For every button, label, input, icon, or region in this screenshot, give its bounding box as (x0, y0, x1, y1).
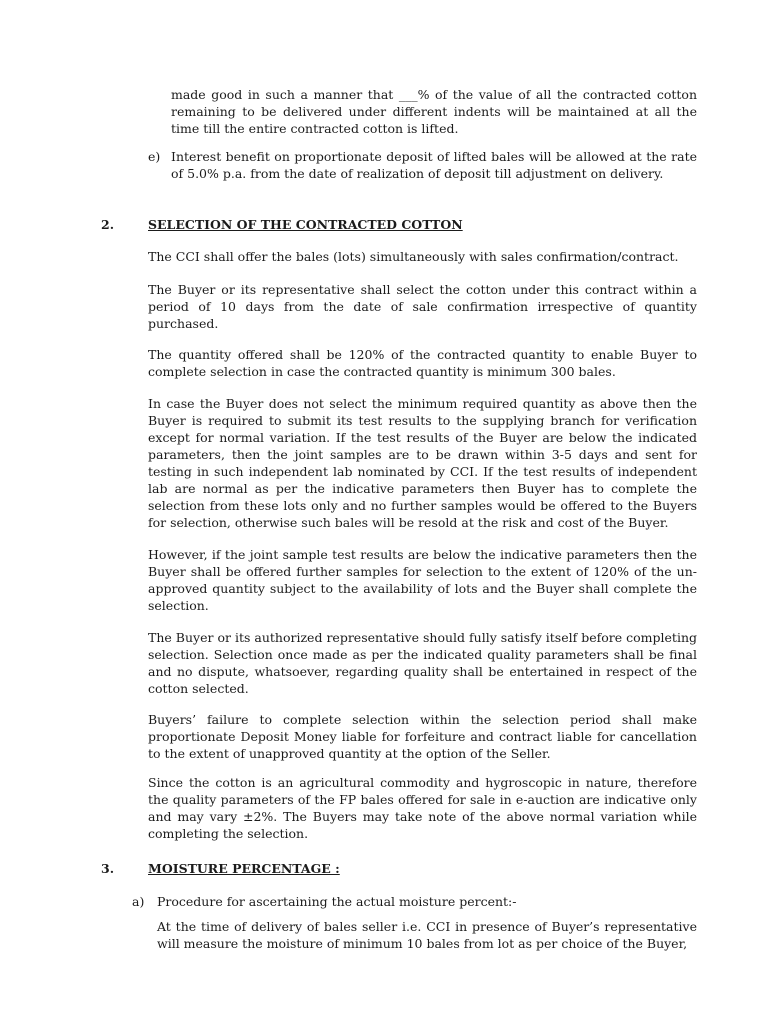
section-3-heading: MOISTURE PERCENTAGE : (148, 861, 340, 876)
section-2-paragraph: In case the Buyer does not select the minimum required quantity as above then the Buyer is required to submit its test results to the supplying branch for verification except for normal variation. If the test results of the Buyer are below the indicated parameters, then the joint samples are to be drawn within 3-5 days and sent for testing in such independent lab nominated by CCI. If the test results of independent lab are normal as per the indicative parameters then Buyer has to complete the selection from these lots only and no further samples would be offered to the Buyers for selection, otherwise such bales will be resold at the risk and cost of the Buyer. (148, 396, 697, 530)
section-2-paragraph: The CCI shall offer the bales (lots) simultaneously with sales confirmation/contract. (148, 249, 679, 264)
item-a-title: Procedure for ascertaining the actual moisture percent:- (157, 894, 517, 909)
item-d-continued-text: made good in such a manner that ___% of the value of all the contracted cotton remaining to be delivered under different indents will be maintained at all the time till the entire contracted cotton is lifted. (171, 87, 697, 136)
section-2-paragraph: Since the cotton is an agricultural commodity and hygroscopic in nature, therefore the quality parameters of the FP bales offered for sale in e-auction are indicative only and may vary ±2%. The Buyers may take note of the above normal variation while completing the selection. (148, 775, 697, 841)
section-3-number: 3. (101, 861, 115, 876)
section-2-heading: SELECTION OF THE CONTRACTED COTTON (148, 217, 463, 232)
section-2-paragraph: Buyers’ failure to complete selection within the selection period shall make proportionate Deposit Money liable for forfeiture and contract liable for cancellation to the extent of unapproved quantity at the option of the Seller. (148, 712, 697, 761)
item-e-text: Interest benefit on proportionate deposit of lifted bales will be allowed at the rate of 5.0% p.a. from the date of realization of deposit till adjustment on delivery. (171, 149, 697, 181)
section-2-paragraph: However, if the joint sample test results are below the indicative parameters then the Buyer shall be offered further samples for selection to the extent of 120% of the un-approved quantity subject to the availability of lots and the Buyer shall complete the selection. (148, 547, 697, 613)
item-e-label: e) (148, 149, 161, 164)
section-2-paragraph: The Buyer or its representative shall select the cotton under this contract within a period of 10 days from the date of sale confirmation irrespective of quantity purchased. (148, 282, 697, 331)
item-a-text: At the time of delivery of bales seller i.e. CCI in presence of Buyer’s representative will measure the moisture of minimum 10 bales from lot as per choice of the Buyer, (157, 919, 697, 951)
section-2-paragraph: The Buyer or its authorized representative should fully satisfy itself before completing selection. Selection once made as per the indicated quality parameters shall be final and no dispute, whatsoever, regarding quality shall be entertained in respect of the cotton selected. (148, 630, 697, 696)
section-2-number: 2. (101, 217, 115, 232)
item-a-label: a) (132, 894, 145, 909)
section-2-paragraph: The quantity offered shall be 120% of the contracted quantity to enable Buyer to complete selection in case the contracted quantity is minimum 300 bales. (148, 347, 697, 379)
